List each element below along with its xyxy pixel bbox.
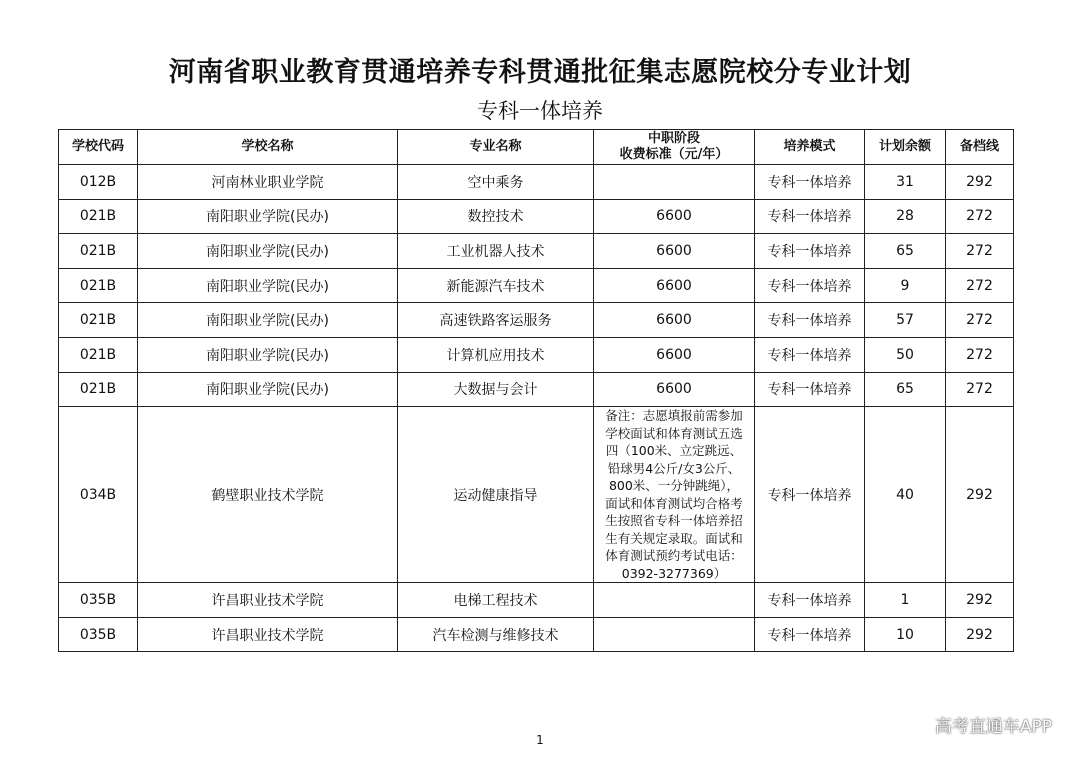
table-row xyxy=(59,372,1014,407)
cell-training-mode: 专科一体培养 xyxy=(755,234,865,269)
enrollment-plan-table xyxy=(58,129,1014,652)
cell-major-name: 数控技术 xyxy=(398,199,594,234)
cell-remaining-quota: 57 xyxy=(865,303,946,338)
cell-fee-note xyxy=(594,407,755,583)
cell-remaining-quota: 28 xyxy=(865,199,946,234)
table-row xyxy=(59,337,1014,372)
cell-major-name: 空中乘务 xyxy=(398,165,594,200)
cell-school-name: 南阳职业学院(民办) xyxy=(138,303,398,338)
table-row xyxy=(59,199,1014,234)
cell-major-name: 工业机器人技术 xyxy=(398,234,594,269)
cell-major-name: 运动健康指导 xyxy=(398,407,594,583)
cell-major-name: 大数据与会计 xyxy=(398,372,594,407)
table-row xyxy=(59,234,1014,269)
header-fee-line2: 收费标准（元/年） xyxy=(619,147,729,162)
cell-cutoff-score: 272 xyxy=(946,303,1014,338)
cell-school-name: 南阳职业学院(民办) xyxy=(138,337,398,372)
cell-cutoff-score: 272 xyxy=(946,337,1014,372)
cell-major-name: 汽车检测与维修技术 xyxy=(398,617,594,652)
cell-school-code: 012B xyxy=(59,165,138,200)
cell-school-code: 035B xyxy=(59,617,138,652)
cell-remaining-quota: 1 xyxy=(865,583,946,618)
cell-training-mode: 专科一体培养 xyxy=(755,303,865,338)
cell-remaining-quota: 9 xyxy=(865,268,946,303)
note-line: 备注：志愿填报前需参加 xyxy=(605,408,743,424)
cell-major-name: 高速铁路客运服务 xyxy=(398,303,594,338)
page-number: 1 xyxy=(536,733,544,747)
table-row xyxy=(59,407,1014,583)
cell-remaining-quota: 65 xyxy=(865,372,946,407)
cell-tuition-fee: 6600 xyxy=(594,303,755,338)
cell-cutoff-score: 272 xyxy=(946,372,1014,407)
cell-school-code: 021B xyxy=(59,199,138,234)
cell-tuition-fee: 6600 xyxy=(594,337,755,372)
cell-tuition-fee: 6600 xyxy=(594,199,755,234)
cell-tuition-fee: 6600 xyxy=(594,372,755,407)
document-title: 河南省职业教育贯通培养专科贯通批征集志愿院校分专业计划 xyxy=(168,57,912,88)
cell-remaining-quota: 31 xyxy=(865,165,946,200)
cell-remaining-quota: 65 xyxy=(865,234,946,269)
cell-cutoff-score: 292 xyxy=(946,165,1014,200)
note-line: 铅球男4公斤/女3公斤、 xyxy=(607,460,741,476)
cell-school-code: 021B xyxy=(59,303,138,338)
document-subtitle: 专科一体培养 xyxy=(477,99,603,123)
cell-training-mode: 专科一体培养 xyxy=(755,372,865,407)
cell-school-name: 南阳职业学院(民办) xyxy=(138,268,398,303)
watermark-text: 高考直通车APP xyxy=(934,717,1052,737)
cell-school-code: 034B xyxy=(59,407,138,583)
cell-remaining-quota: 10 xyxy=(865,617,946,652)
cell-major-name: 电梯工程技术 xyxy=(398,583,594,618)
cell-cutoff-score: 292 xyxy=(946,617,1014,652)
cell-tuition-fee: 6600 xyxy=(594,268,755,303)
cell-cutoff-score: 292 xyxy=(946,583,1014,618)
cell-school-code: 021B xyxy=(59,372,138,407)
cell-tuition-fee xyxy=(594,617,755,652)
cell-tuition-fee xyxy=(594,583,755,618)
cell-training-mode: 专科一体培养 xyxy=(755,337,865,372)
table-row xyxy=(59,165,1014,200)
note-line: 生有关规定录取。面试和 xyxy=(605,530,743,546)
cell-major-name: 计算机应用技术 xyxy=(398,337,594,372)
note-line: 四（100米、立定跳远、 xyxy=(605,443,743,459)
cell-school-name: 许昌职业技术学院 xyxy=(138,583,398,618)
cell-cutoff-score: 272 xyxy=(946,268,1014,303)
cell-training-mode: 专科一体培养 xyxy=(755,583,865,618)
note-line: 生按照省专科一体培养招 xyxy=(605,513,743,529)
cell-remaining-quota: 40 xyxy=(865,407,946,583)
cell-training-mode: 专科一体培养 xyxy=(755,617,865,652)
cell-major-name: 新能源汽车技术 xyxy=(398,268,594,303)
note-line: 面试和体育测试均合格考 xyxy=(605,495,743,511)
note-line: 800米、一分钟跳绳）， xyxy=(608,478,740,494)
cell-school-name: 南阳职业学院(民办) xyxy=(138,372,398,407)
note-line: 体育测试预约考试电话： xyxy=(605,548,743,564)
header-school-name: 学校名称 xyxy=(138,130,398,165)
header-major-name: 专业名称 xyxy=(398,130,594,165)
table-row xyxy=(59,303,1014,338)
cell-cutoff-score: 272 xyxy=(946,199,1014,234)
table-header-row xyxy=(59,130,1014,165)
cell-school-name: 许昌职业技术学院 xyxy=(138,617,398,652)
cell-training-mode: 专科一体培养 xyxy=(755,165,865,200)
cell-remaining-quota: 50 xyxy=(865,337,946,372)
cell-tuition-fee xyxy=(594,165,755,200)
cell-school-code: 021B xyxy=(59,268,138,303)
cell-school-code: 021B xyxy=(59,234,138,269)
table-row xyxy=(59,583,1014,618)
remark-note xyxy=(594,407,754,582)
cell-training-mode: 专科一体培养 xyxy=(755,268,865,303)
note-line: 学校面试和体育测试五选 xyxy=(605,425,743,441)
header-cutoff-score: 备档线 xyxy=(946,130,1014,165)
cell-school-name: 南阳职业学院(民办) xyxy=(138,199,398,234)
table-row xyxy=(59,617,1014,652)
cell-school-code: 021B xyxy=(59,337,138,372)
header-remaining-quota: 计划余额 xyxy=(865,130,946,165)
header-school-code: 学校代码 xyxy=(59,130,138,165)
cell-tuition-fee: 6600 xyxy=(594,234,755,269)
header-training-mode: 培养模式 xyxy=(755,130,865,165)
header-tuition-fee xyxy=(594,130,755,165)
cell-training-mode: 专科一体培养 xyxy=(755,199,865,234)
cell-school-name: 南阳职业学院(民办) xyxy=(138,234,398,269)
table-row xyxy=(59,268,1014,303)
cell-cutoff-score: 292 xyxy=(946,407,1014,583)
cell-training-mode: 专科一体培养 xyxy=(755,407,865,583)
note-line: 0392-3277369） xyxy=(621,565,727,581)
cell-school-code: 035B xyxy=(59,583,138,618)
cell-school-name: 河南林业职业学院 xyxy=(138,165,398,200)
header-fee-line1: 中职阶段 xyxy=(647,131,700,146)
cell-cutoff-score: 272 xyxy=(946,234,1014,269)
cell-school-name: 鹤壁职业技术学院 xyxy=(138,407,398,583)
